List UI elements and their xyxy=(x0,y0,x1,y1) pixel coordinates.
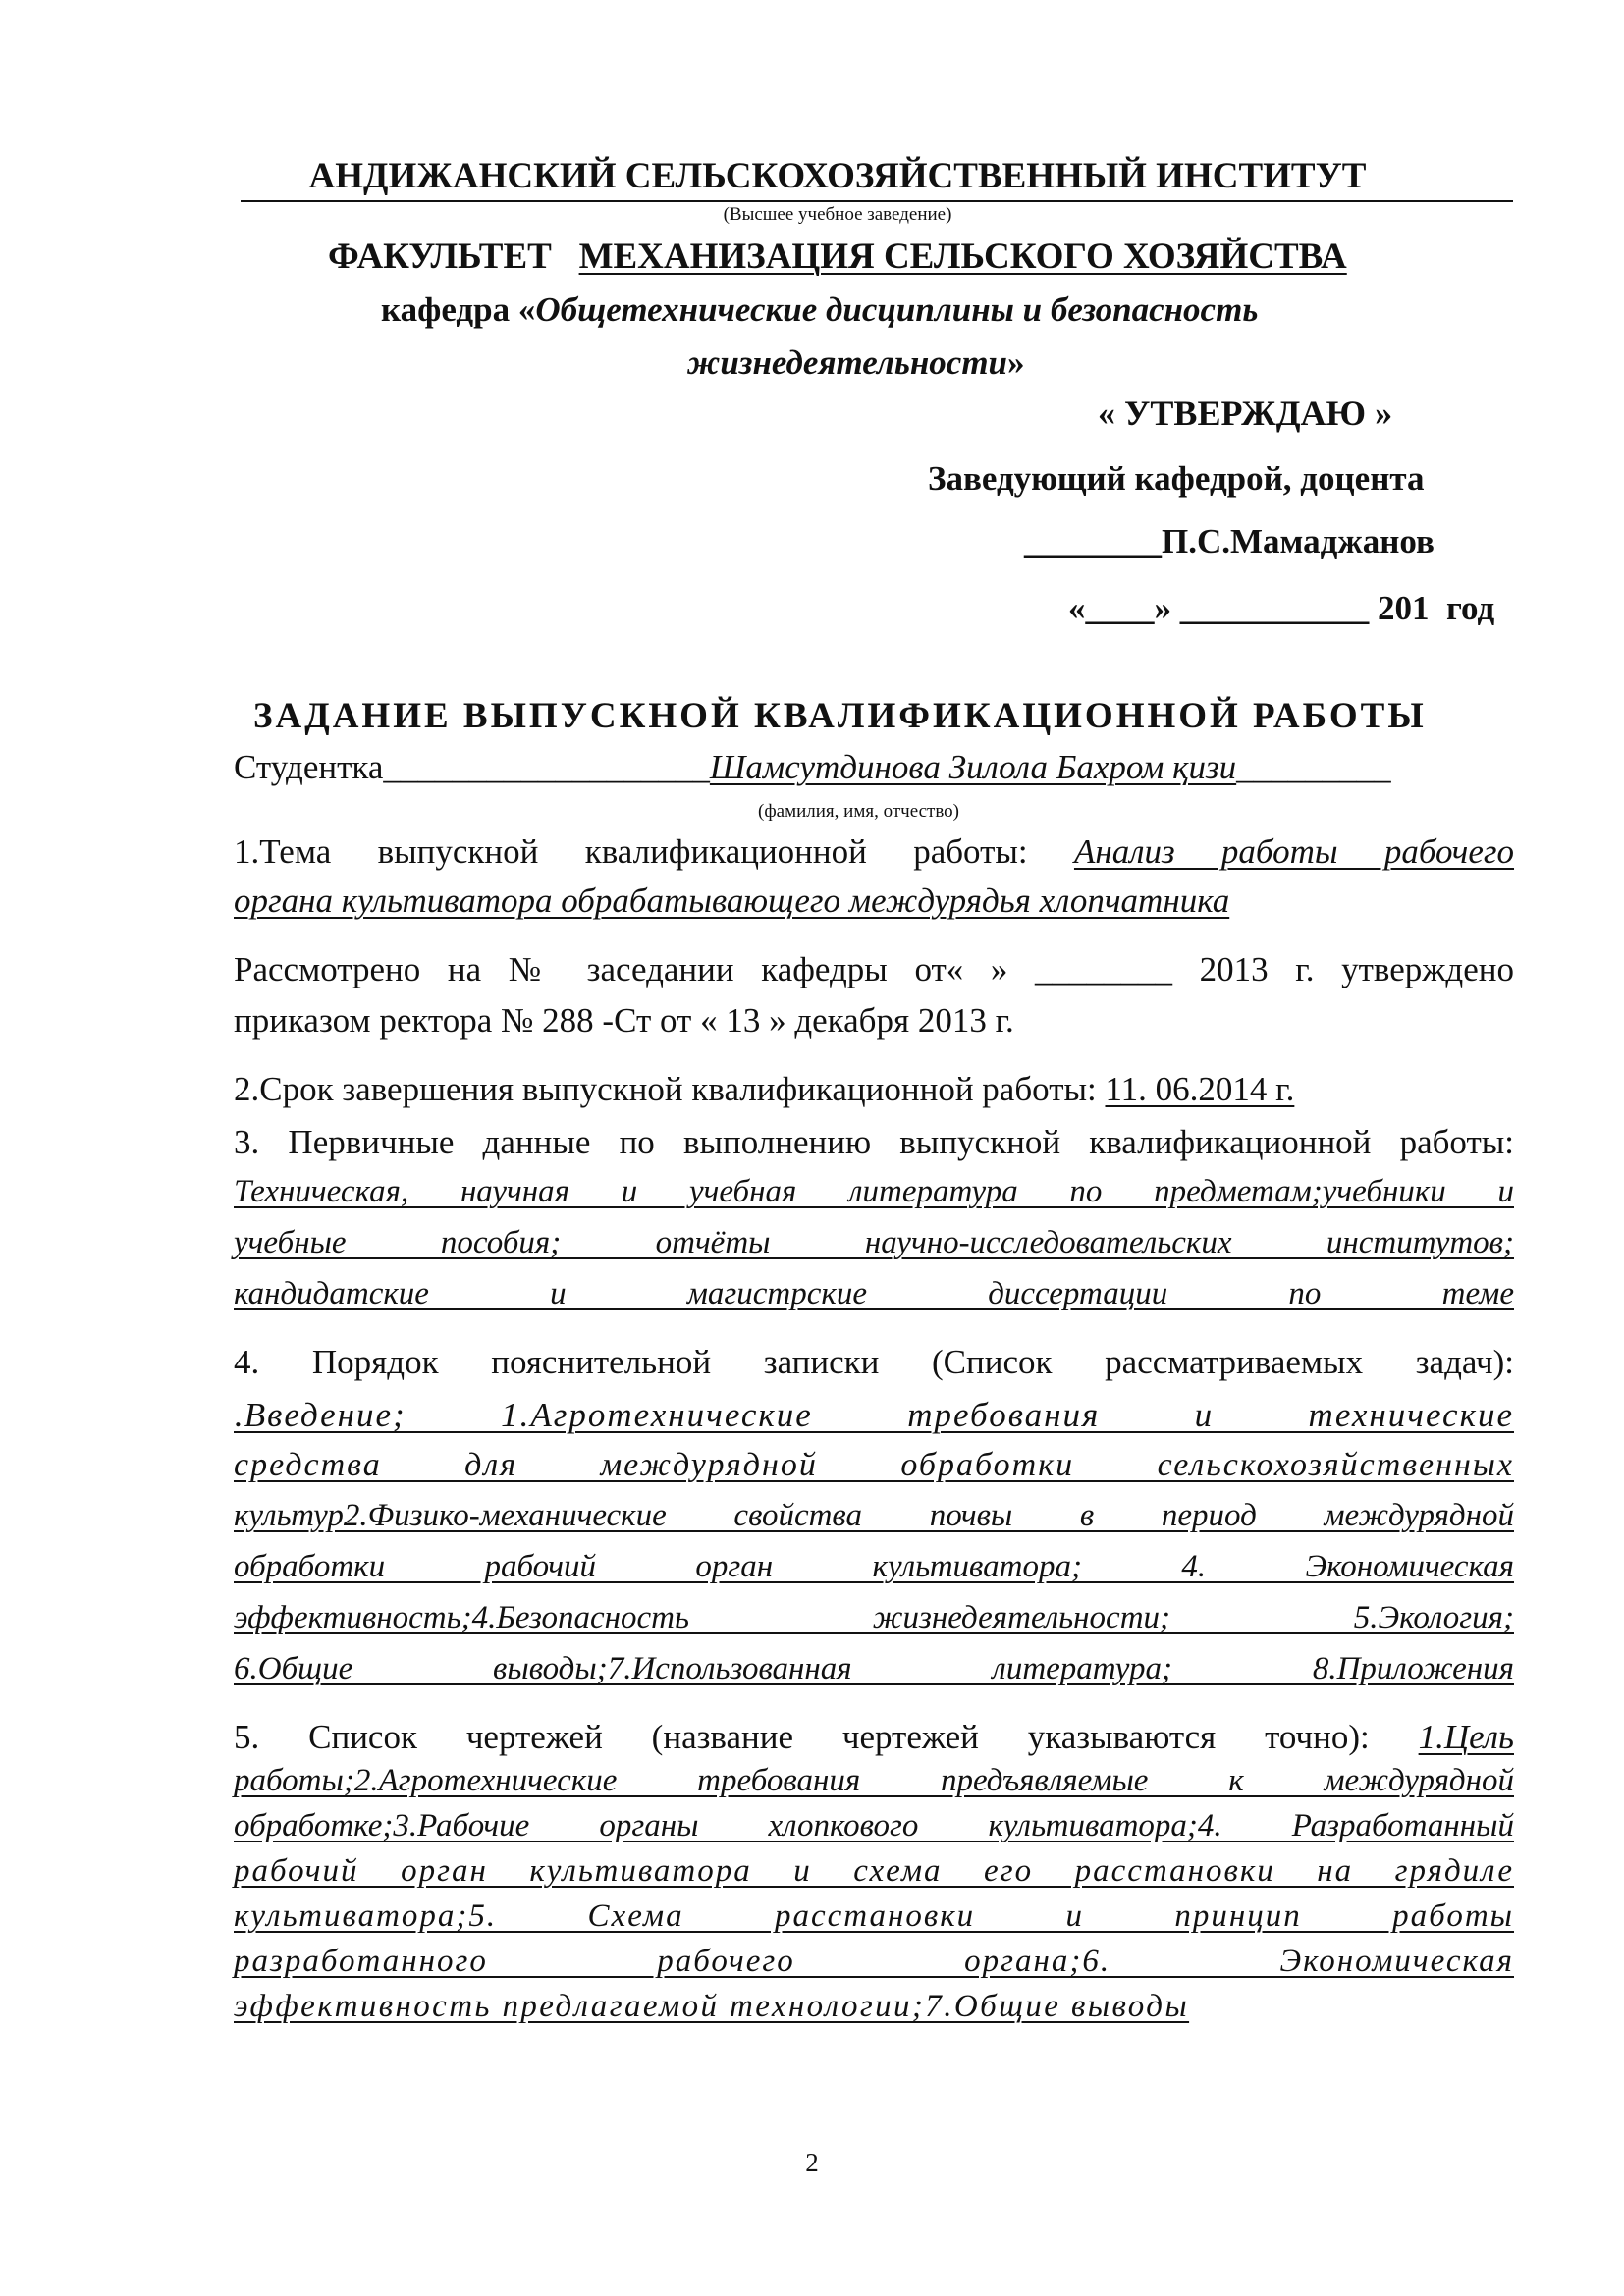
section4-label: 4. Порядок пояснительной записки (Список рассматриваемых задач): xyxy=(234,1343,1514,1381)
kafedra-line-1 xyxy=(381,291,1258,330)
section2-line xyxy=(234,1070,1294,1109)
kafedra-label: кафедра « xyxy=(381,291,536,329)
section5-line-6: эффективность предлагаемой технологии;7.Общие выводы xyxy=(234,1989,1190,2024)
section1-line-1 xyxy=(234,832,1514,872)
section5-line-5: разработанного рабочего органа;6. Экономическая xyxy=(234,1944,1514,1979)
review-line-1: Рассмотрено на № заседании кафедры от« » ________ 2013 г. утверждено xyxy=(234,950,1514,988)
section1-topic-1: Анализ работы рабочего xyxy=(1073,832,1515,871)
section5-label: 5. Список чертежей (название чертежей указываются точно): xyxy=(234,1718,1370,1756)
section5-line-1: работы;2.Агротехнические требования предъявляемые к междурядной xyxy=(234,1763,1514,1798)
section1-topic-2: органа культиватора обрабатывающего междурядья хлопчатника xyxy=(234,881,1230,920)
date-open-quote: « xyxy=(1068,589,1086,627)
approver-name: П.С.Мамаджанов xyxy=(1162,522,1435,561)
student-line xyxy=(234,748,1391,787)
section3-line-3: кандидатские и магистрские диссертации по теме xyxy=(234,1276,1514,1311)
section5-line-2: обработке;3.Рабочие органы хлопкового культиватора;4. Разработанный xyxy=(234,1808,1514,1843)
section4-line-4: обработки рабочий орган культиватора; 4. Экономическая xyxy=(234,1549,1514,1584)
date-year: 201 xyxy=(1378,589,1430,627)
approval-date-line xyxy=(1068,589,1494,628)
section2-label: 2.Срок завершения выпускной квалификационной работы: xyxy=(234,1070,1097,1108)
date-day-blank: ____ xyxy=(1085,589,1155,627)
faculty-name: МЕХАНИЗАЦИЯ СЕЛЬСКОГО ХОЗЯЙСТВА xyxy=(578,237,1347,277)
institute-note: (Высшее учебное заведение) xyxy=(723,204,952,225)
section3-label: 3. Первичные данные по выполнению выпускной квалификационной работы: xyxy=(234,1123,1514,1161)
signature-blank: ________ xyxy=(1024,522,1162,561)
faculty-line xyxy=(328,236,1347,278)
page-number: 2 xyxy=(805,2148,819,2177)
student-name: Шамсутдинова Зилола Бахром қизи xyxy=(709,748,1237,786)
date-close-quote: » xyxy=(1154,589,1171,627)
student-label: Студентка xyxy=(234,748,384,786)
student-blank-post: _________ xyxy=(1236,748,1391,786)
section5-line-label xyxy=(234,1718,1514,1757)
review-line-2: приказом ректора № 288 -Ст от « 13 » декабря 2013 г. xyxy=(234,1001,1014,1040)
section4-line-3: культур2.Физико-механические свойства почвы в период междурядной xyxy=(234,1498,1514,1533)
section5-line-4: культиватора;5. Схема расстановки и принцип работы xyxy=(234,1898,1514,1934)
date-month-blank: ___________ xyxy=(1179,589,1370,627)
institute-name: АНДИЖАНСКИЙ СЕЛЬСКОХОЗЯЙСТВЕННЫЙ ИНСТИТУТ xyxy=(308,156,1367,196)
section4-line-6: 6.Общие выводы;7.Использованная литература; 8.Приложения xyxy=(234,1651,1514,1686)
section3-line-1: Техническая, научная и учебная литература по предметам;учебники и xyxy=(234,1174,1514,1209)
section2-date: 11. 06.2014 г. xyxy=(1105,1070,1295,1108)
kafedra-name-2: жизнедеятельности xyxy=(687,344,1008,382)
section4-lead: . xyxy=(234,1396,244,1434)
section3-line-2: учебные пособия; отчёты научно-исследовательских институтов; xyxy=(234,1225,1514,1260)
faculty-label: ФАКУЛЬТЕТ xyxy=(328,237,552,277)
kafedra-close: » xyxy=(1007,344,1025,382)
approval-position: Заведующий кафедрой, доцента xyxy=(928,459,1425,498)
section4-line-2: средства для междурядной обработки сельскохозяйственных xyxy=(234,1447,1514,1483)
section1-label: 1.Тема выпускной квалификационной работы: xyxy=(234,832,1028,871)
section5-first: 1.Цель xyxy=(1418,1718,1514,1756)
section5-line-3: рабочий орган культиватора и схема его расстановки на грядиле xyxy=(234,1853,1514,1889)
student-blank-pre: ___________________ xyxy=(383,748,710,786)
section4-line-1 xyxy=(234,1396,1514,1435)
section4-line-5: эффективность;4.Безопасность жизнедеятельности; 5.Экология; xyxy=(234,1600,1514,1635)
approval-signature-line xyxy=(1024,522,1435,561)
institute-rule xyxy=(241,200,1513,202)
task-title: ЗАДАНИЕ ВЫПУСКНОЙ КВАЛИФИКАЦИОННОЙ РАБОТЫ xyxy=(253,696,1427,736)
kafedra-line-2 xyxy=(687,344,1025,383)
date-year-word: год xyxy=(1446,589,1495,627)
section4-line-1-text: Введение; 1.Агротехнические требования и технические xyxy=(244,1396,1514,1434)
approval-title: « УТВЕРЖДАЮ » xyxy=(1098,394,1393,433)
student-note: (фамилия, имя, отчество) xyxy=(758,801,960,822)
kafedra-name-1: Общетехнические дисциплины и безопасность xyxy=(535,291,1259,329)
